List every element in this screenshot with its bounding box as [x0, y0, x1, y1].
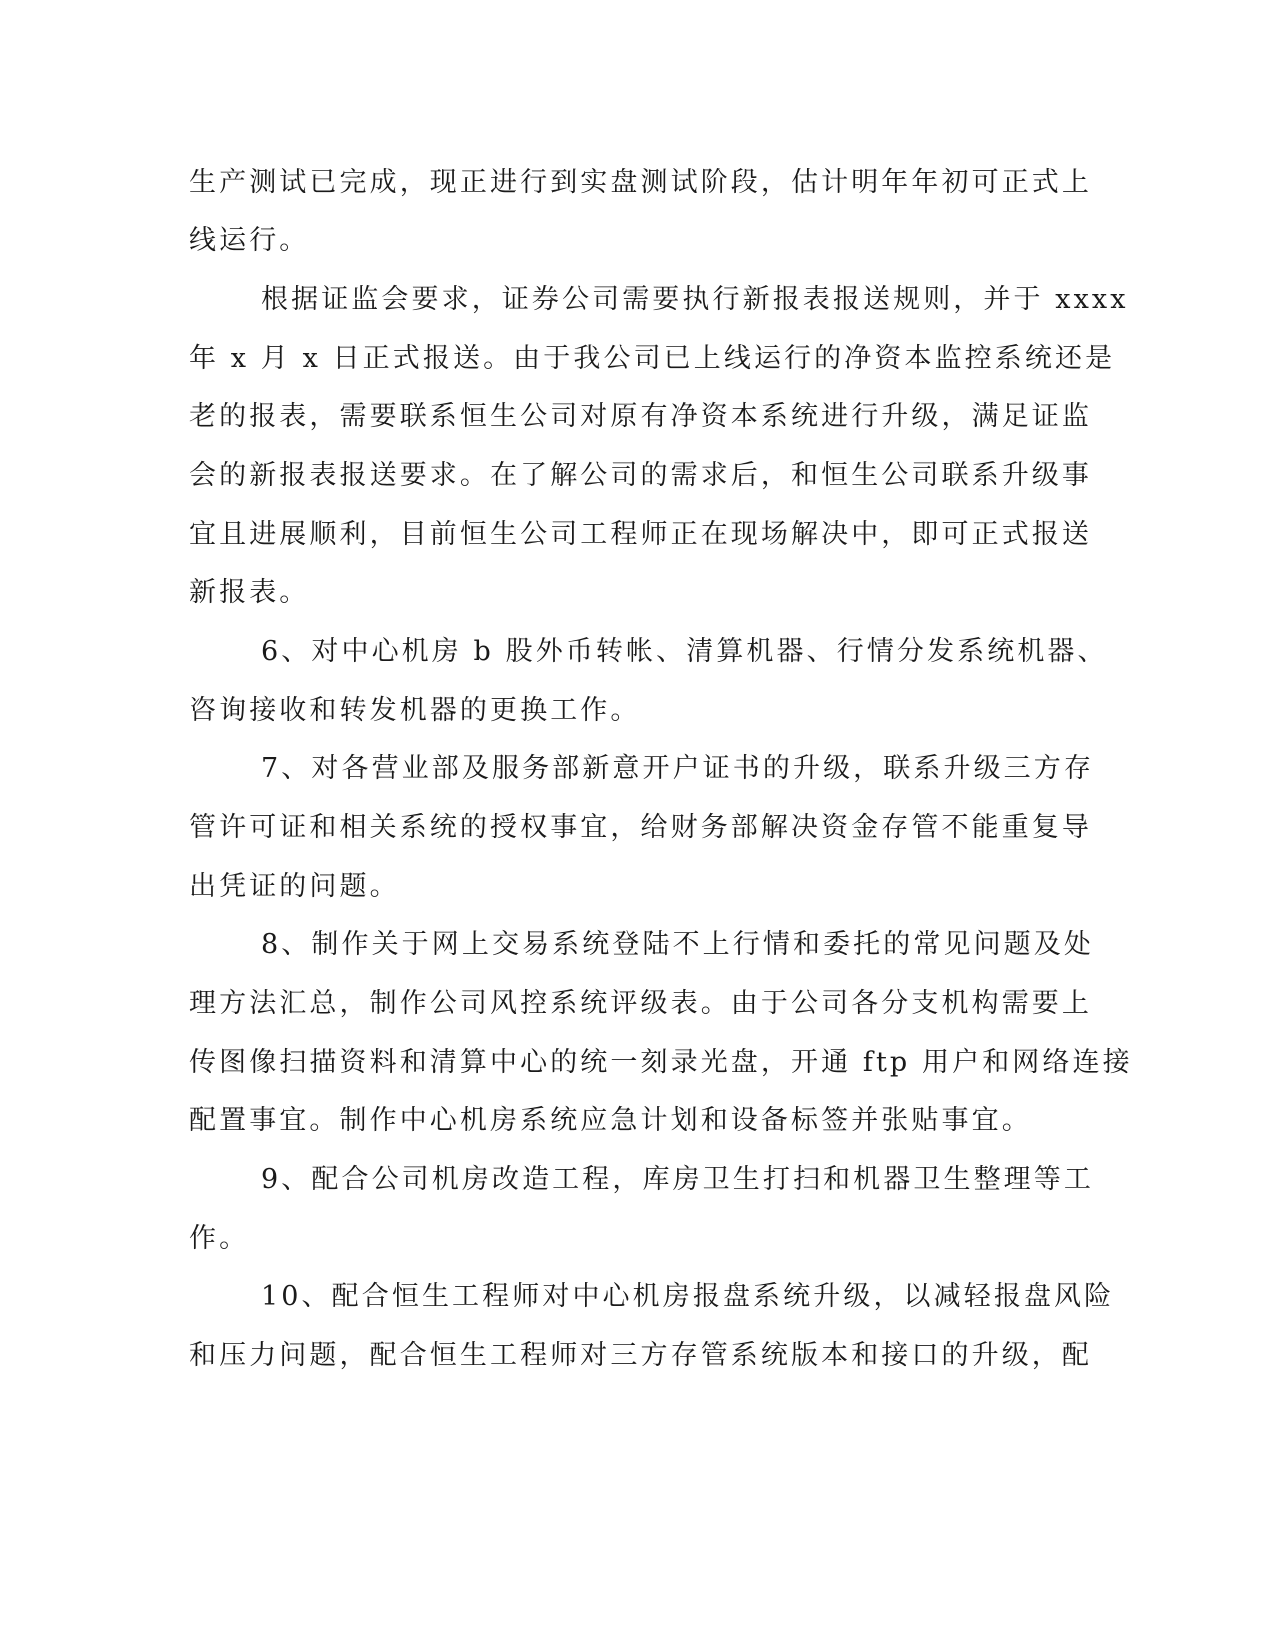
list-item-10-line: 10、配合恒生工程师对中心机房报盘系统升级，以减轻报盘风险: [261, 1281, 1115, 1312]
text-line: 配置事宜。制作中心机房系统应急计划和设备标签并张贴事宜。: [189, 1105, 1032, 1136]
text-line: 出凭证的问题。: [189, 871, 400, 902]
text-line: 新报表。: [189, 577, 310, 608]
text-line: 年 x 月 x 日正式报送。由于我公司已上线运行的净资本监控系统还是: [189, 343, 1116, 374]
text-line: 咨询接收和转发机器的更换工作。: [189, 695, 641, 726]
paragraph-start-line: 根据证监会要求，证券公司需要执行新报表报送规则，并于 xxxx: [261, 284, 1129, 315]
text-line: 和压力问题，配合恒生工程师对三方存管系统版本和接口的升级，配: [189, 1340, 1092, 1371]
text-line: 管许可证和相关系统的授权事宜，给财务部解决资金存管不能重复导: [189, 812, 1092, 843]
list-item-7-line: 7、对各营业部及服务部新意开户证书的升级，联系升级三方存: [261, 753, 1094, 784]
text-line: 线运行。: [189, 225, 310, 256]
text-line: 会的新报表报送要求。在了解公司的需求后，和恒生公司联系升级事: [189, 460, 1092, 491]
list-item-6-line: 6、对中心机房 b 股外币转帐、清算机器、行情分发系统机器、: [261, 636, 1108, 667]
text-line: 理方法汇总，制作公司风控系统评级表。由于公司各分支机构需要上: [189, 988, 1092, 1019]
text-line: 宜且进展顺利，目前恒生公司工程师正在现场解决中，即可正式报送: [189, 519, 1092, 550]
text-line: 生产测试已完成，现正进行到实盘测试阶段，估计明年年初可正式上: [189, 167, 1092, 198]
text-line: 传图像扫描资料和清算中心的统一刻录光盘，开通 ftp 用户和网络连接: [189, 1047, 1133, 1078]
text-line: 作。: [189, 1223, 250, 1254]
text-line: 老的报表，需要联系恒生公司对原有净资本系统进行升级，满足证监: [189, 401, 1092, 432]
list-item-8-line: 8、制作关于网上交易系统登陆不上行情和委托的常见问题及处: [261, 929, 1094, 960]
list-item-9-line: 9、配合公司机房改造工程，库房卫生打扫和机器卫生整理等工: [261, 1164, 1094, 1195]
